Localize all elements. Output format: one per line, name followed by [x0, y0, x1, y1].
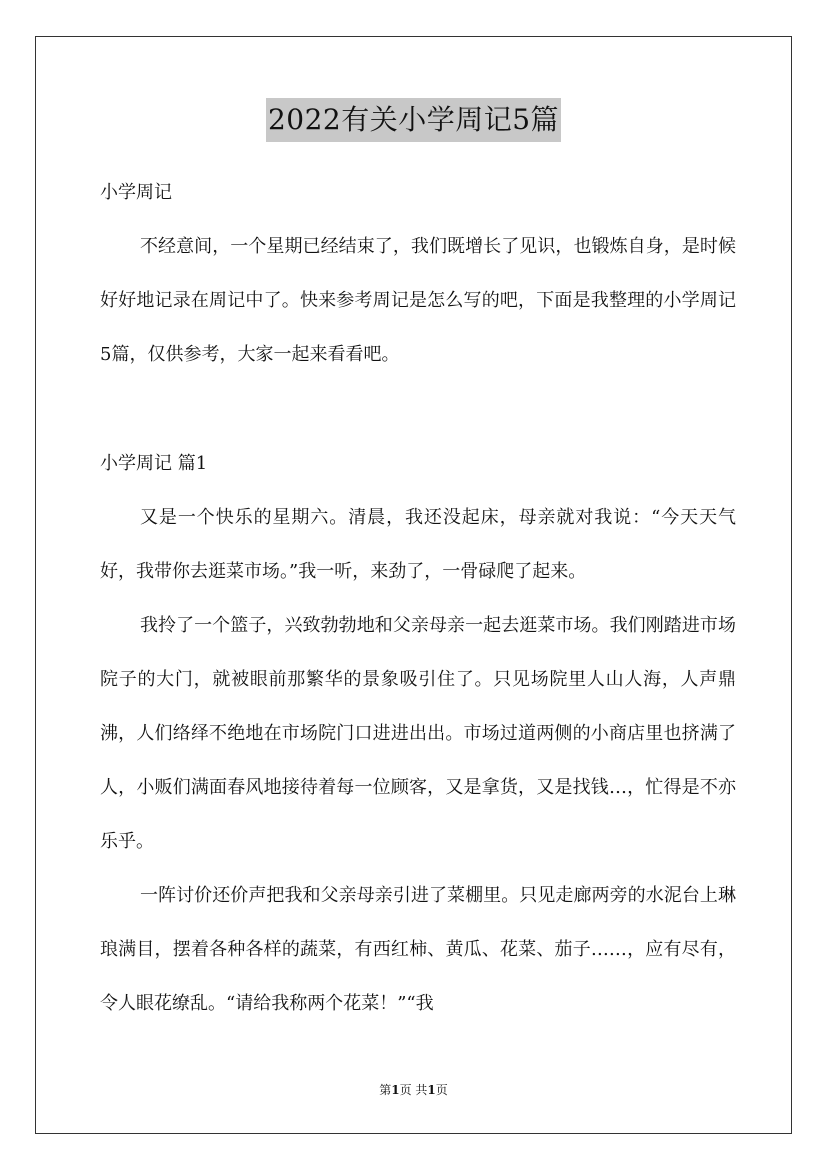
- footer-page-number: 1: [391, 1083, 400, 1097]
- page-footer: [0, 1082, 827, 1098]
- article-heading: 小学周记 篇1: [100, 453, 208, 474]
- paragraph-1: 又是一个快乐的星期六。清晨，我还没起床，母亲就对我说：“今天天气好，我带你去逛菜市场。”我一听，来劲了，一骨碌爬了起来。: [100, 507, 736, 582]
- intro-paragraph: 不经意间，一个星期已经结束了，我们既增长了见识，也锻炼自身，是时候好好地记录在周记中了。快来参考周记是怎么写的吧，下面是我整理的小学周记5篇，仅供参考，大家一起来看看吧。: [100, 236, 736, 365]
- footer-page-mid: 页 共: [399, 1083, 428, 1097]
- footer-page-prefix: 第: [379, 1083, 392, 1097]
- title-container: [0, 98, 827, 142]
- footer-page-total: 1: [427, 1083, 436, 1097]
- paragraph-3: 一阵讨价还价声把我和父亲母亲引进了菜棚里。只见走廊两旁的水泥台上琳琅满目，摆着各种各样的蔬菜，有西红柿、黄瓜、花菜、茄子……，应有尽有，令人眼花缭乱。“请给我称两个花菜！”“我: [100, 885, 736, 1014]
- footer-page-suffix: 页: [435, 1083, 448, 1097]
- section-label: 小学周记: [100, 182, 172, 203]
- document-title: 2022有关小学周记5篇: [266, 98, 561, 142]
- paragraph-2: 我拎了一个篮子，兴致勃勃地和父亲母亲一起去逛菜市场。我们刚踏进市场院子的大门，就被眼前那繁华的景象吸引住了。只见场院里人山人海，人声鼎沸，人们络绎不绝地在市场院门口进进出出。市场过道两侧的小商店里也挤满了人，小贩们满面春风地接待着每一位顾客，又是拿货，又是找钱…，忙得是不亦乐乎。: [100, 615, 736, 852]
